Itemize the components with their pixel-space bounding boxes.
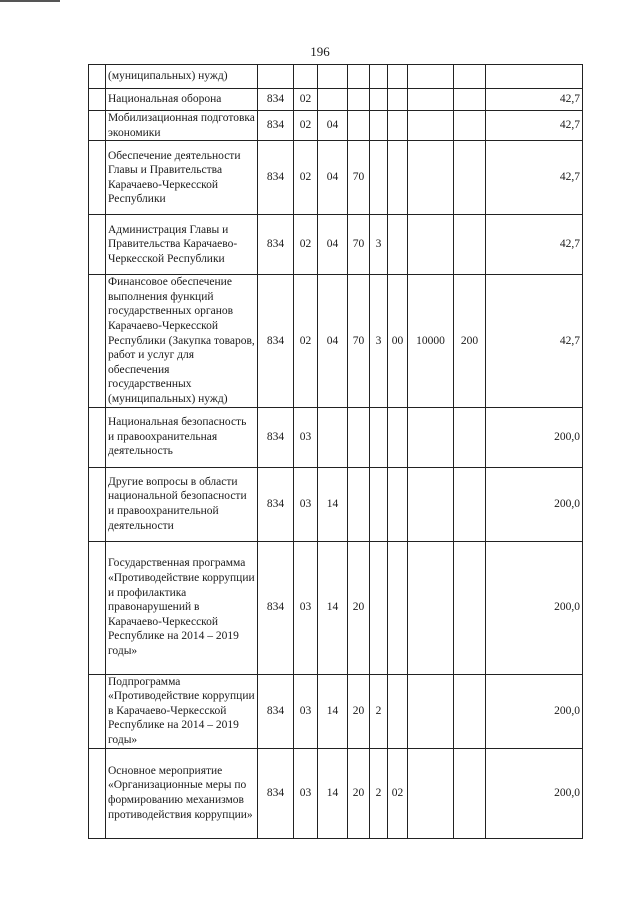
row-target-code-4 [408,541,454,674]
row-section-code: 03 [294,674,318,748]
row-ved-code: 834 [258,674,294,748]
table-row [89,467,583,541]
row-ved-code: 834 [258,141,294,215]
row-target-code-2: 3 [370,275,388,407]
row-name: Другие вопросы в области национальной безопасности и правоохранительной деятельности [106,467,258,541]
row-target-code-2 [370,111,388,141]
row-target-code-3 [388,541,408,674]
page-number: 196 [310,44,330,59]
row-target-code-1: 70 [348,141,370,215]
row-subsection-code: 04 [318,141,348,215]
row-target-code-3: 02 [388,748,408,838]
row-expense-type [454,748,486,838]
table-row [89,89,583,111]
row-expense-type: 200 [454,275,486,407]
row-amount [486,65,583,89]
row-amount: 200,0 [486,467,583,541]
row-subsection-code: 14 [318,467,348,541]
row-ved-code: 834 [258,407,294,467]
row-ved-code: 834 [258,467,294,541]
row-target-code-3 [388,89,408,111]
table-row [89,111,583,141]
row-amount: 42,7 [486,89,583,111]
row-number-cell [89,89,106,111]
table-row [89,407,583,467]
row-expense-type [454,141,486,215]
row-target-code-4 [408,215,454,275]
row-target-code-3 [388,111,408,141]
row-number-cell [89,541,106,674]
row-amount: 200,0 [486,407,583,467]
row-number-cell [89,674,106,748]
row-target-code-1: 70 [348,275,370,407]
row-target-code-2: 2 [370,674,388,748]
row-target-code-3 [388,215,408,275]
row-amount: 42,7 [486,141,583,215]
row-expense-type [454,407,486,467]
row-section-code: 02 [294,215,318,275]
row-section-code: 02 [294,275,318,407]
row-target-code-3 [388,674,408,748]
row-target-code-2 [370,467,388,541]
row-section-code: 02 [294,141,318,215]
row-target-code-1: 20 [348,748,370,838]
row-target-code-4 [408,89,454,111]
row-target-code-2 [370,65,388,89]
row-subsection-code: 14 [318,748,348,838]
row-subsection-code [318,65,348,89]
row-name: (муниципальных) нужд) [106,65,258,89]
row-name: Администрация Главы и Правительства Карачаево-Черкесской Республики [106,215,258,275]
row-expense-type [454,467,486,541]
row-name: Обеспечение деятельности Главы и Правительства Карачаево-Черкесской Республики [106,141,258,215]
row-amount: 200,0 [486,748,583,838]
row-expense-type [454,111,486,141]
row-number-cell [89,275,106,407]
row-ved-code: 834 [258,275,294,407]
row-expense-type [454,674,486,748]
row-number-cell [89,215,106,275]
row-target-code-1 [348,407,370,467]
row-section-code: 02 [294,89,318,111]
row-section-code [294,65,318,89]
row-name: Подпрограмма «Противодействие коррупции в Карачаево-Черкесской Республике на 2014 – 2019 годы» [106,674,258,748]
row-number-cell [89,748,106,838]
row-section-code: 03 [294,467,318,541]
row-amount: 42,7 [486,275,583,407]
row-target-code-2 [370,89,388,111]
row-target-code-4 [408,407,454,467]
row-target-code-2 [370,407,388,467]
row-ved-code: 834 [258,89,294,111]
row-target-code-4 [408,65,454,89]
row-target-code-3: 00 [388,275,408,407]
row-target-code-2 [370,541,388,674]
row-target-code-1: 20 [348,674,370,748]
row-target-code-3 [388,141,408,215]
row-ved-code: 834 [258,541,294,674]
row-section-code: 03 [294,407,318,467]
row-subsection-code: 04 [318,275,348,407]
row-amount: 200,0 [486,541,583,674]
row-number-cell [89,467,106,541]
table-row [89,275,583,407]
row-target-code-3 [388,467,408,541]
row-subsection-code: 14 [318,674,348,748]
row-section-code: 03 [294,541,318,674]
table-row [89,215,583,275]
row-expense-type [454,89,486,111]
row-target-code-1 [348,65,370,89]
row-section-code: 02 [294,111,318,141]
row-number-cell [89,141,106,215]
table-row [89,541,583,674]
row-section-code: 03 [294,748,318,838]
row-subsection-code: 14 [318,541,348,674]
row-expense-type [454,215,486,275]
row-ved-code: 834 [258,748,294,838]
row-target-code-4: 10000 [408,275,454,407]
row-target-code-4 [408,674,454,748]
row-name: Национальная оборона [106,89,258,111]
row-target-code-2 [370,141,388,215]
row-name: Мобилизационная подготовка экономики [106,111,258,141]
row-ved-code: 834 [258,215,294,275]
table-row [89,141,583,215]
row-subsection-code [318,89,348,111]
row-ved-code: 834 [258,111,294,141]
row-amount: 42,7 [486,111,583,141]
row-number-cell [89,111,106,141]
row-amount: 42,7 [486,215,583,275]
row-target-code-3 [388,65,408,89]
row-name: Национальная безопасность и правоохранительная деятельность [106,407,258,467]
row-target-code-2: 2 [370,748,388,838]
row-number-cell [89,65,106,89]
row-subsection-code: 04 [318,111,348,141]
row-subsection-code [318,407,348,467]
row-target-code-1: 70 [348,215,370,275]
row-target-code-4 [408,141,454,215]
row-target-code-4 [408,467,454,541]
row-amount: 200,0 [486,674,583,748]
row-ved-code [258,65,294,89]
table-row [89,674,583,748]
row-name: Государственная программа «Противодействие коррупции и профилактика правонарушений в Карачаево-Черкесской Республике на 2014 – 2019 годы» [106,541,258,674]
row-expense-type [454,65,486,89]
row-target-code-2: 3 [370,215,388,275]
row-target-code-4 [408,111,454,141]
row-target-code-1 [348,467,370,541]
row-number-cell [89,407,106,467]
row-target-code-1: 20 [348,541,370,674]
scan-top-line [0,0,60,2]
row-name: Основное мероприятие «Организационные меры по формированию механизмов противодействия коррупции» [106,748,258,838]
row-target-code-4 [408,748,454,838]
row-target-code-3 [388,407,408,467]
budget-table [88,64,583,839]
table-row [89,65,583,89]
row-target-code-1 [348,111,370,141]
row-name: Финансовое обеспечение выполнения функций государственных органов Карачаево-Черкесской Республики (Закупка товаров, работ и услуг для обеспечения государственных (муниципальных) нужд) [106,275,258,407]
table-row [89,748,583,838]
row-expense-type [454,541,486,674]
row-subsection-code: 04 [318,215,348,275]
row-target-code-1 [348,89,370,111]
